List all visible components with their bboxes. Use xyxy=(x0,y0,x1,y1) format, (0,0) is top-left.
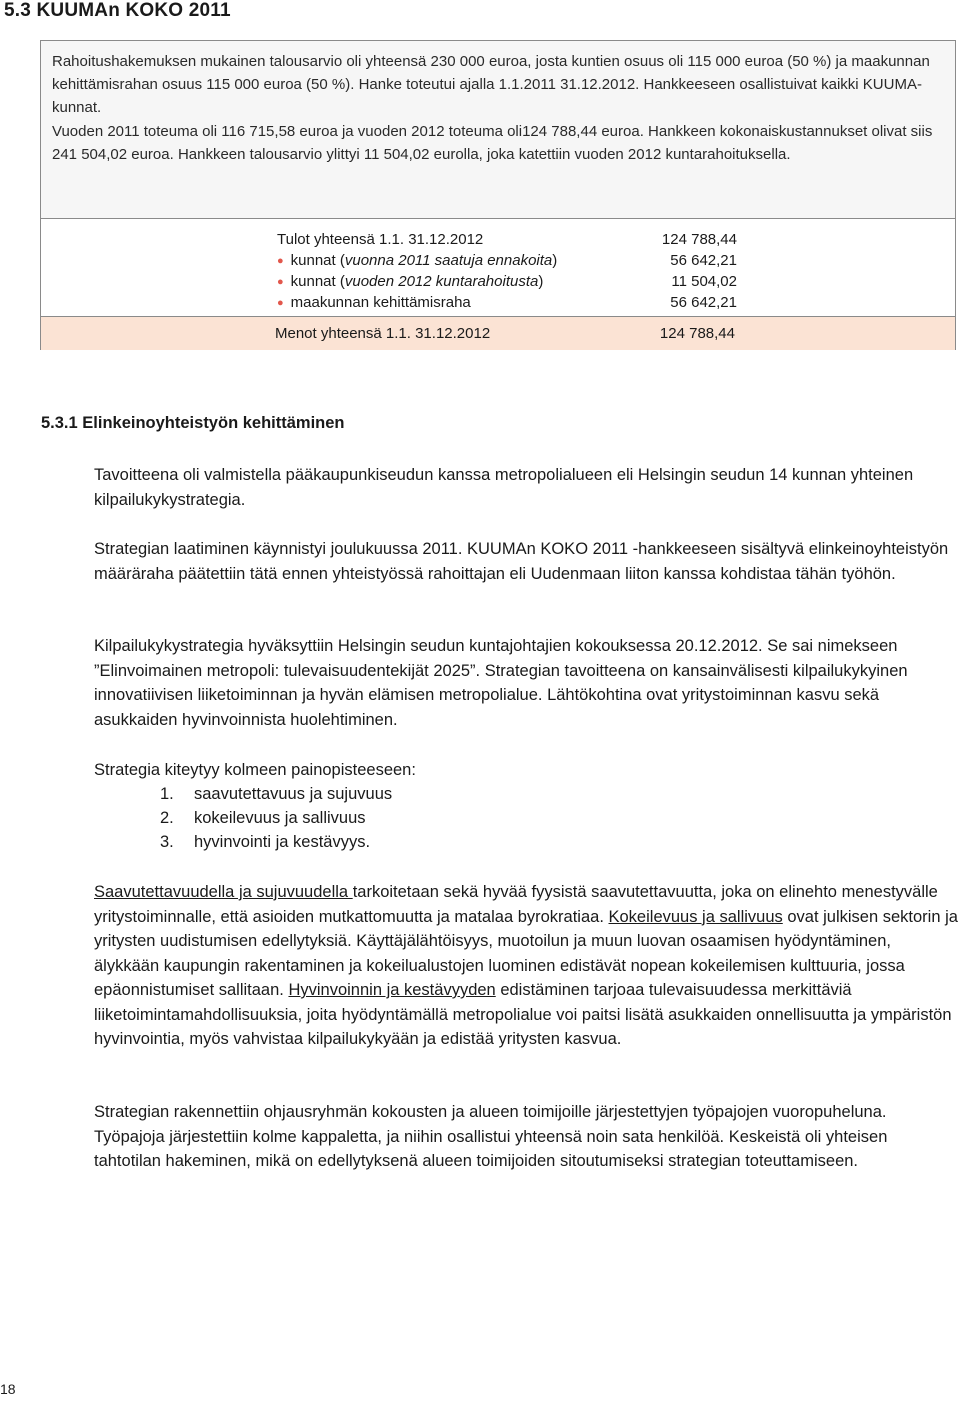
paragraph-2: Strategian laatiminen käynnistyi joulukuussa 2011. KUUMAn KOKO 2011 -hankkeeseen sisältyvä elinkeinoyhteistyön määräraha päätettiin tätä ennen yhteistyössä rahoittajan eli Uudenmaan liiton kanssa kohdistaa tähän työhön. xyxy=(94,540,949,583)
page-number: 18 xyxy=(0,1381,16,1397)
tulot-label: Tulot yhteensä 1.1. 31.12.2012 xyxy=(277,231,484,248)
menot-label: Menot yhteensä 1.1. 31.12.2012 xyxy=(275,325,491,342)
paragraph-6: Strategian rakennettiin ohjausryhmän kokousten ja alueen toimijoille järjestettyjen työpajojen vuoropuheluna. Työpajoja järjestettiin kolme kappaletta, ja niihin osallistui yhteensä noin sata henkilöä. Keskeistä oli yhteisen tahtotilan hakeminen, mikä on edellytyksenä alueen toimijoiden sitoutumiseksi strategian toteuttamiseen. xyxy=(94,1103,888,1170)
income-item-3: ● maakunnan kehittämisraha xyxy=(277,294,471,311)
menot-value: 124 788,44 xyxy=(659,325,735,342)
bullet-icon: ● xyxy=(277,276,284,288)
underlined-term-1: Saavutettavuudella ja sujuvuudella xyxy=(94,883,353,901)
budget-paragraph-2: Vuoden 2011 toteuma oli 116 715,58 euroa ja vuoden 2012 toteuma oli124 788,44 euroa. Hankkeen kokonaiskustannukset olivat siis 241 504,02 euroa. Hankkeen talousarvio ylittyi 11 504,02 eurolla, joka katettiin vuoden 2012 kuntarahoituksella. xyxy=(52,123,933,163)
paragraph-1: Tavoitteena oli valmistella pääkaupunkiseudun kanssa metropolialueen eli Helsingin seudun 14 kunnan yhteinen kilpailukykystrategia. xyxy=(94,466,914,509)
menot-row xyxy=(41,316,955,350)
income-item-3-value: 56 642,21 xyxy=(670,294,737,311)
bullet-icon: ● xyxy=(277,297,284,309)
income-item-2: ● kunnat (vuoden 2012 kuntarahoitusta) xyxy=(277,273,544,290)
underlined-term-3: Hyvinvoinnin ja kestävyyden xyxy=(288,981,496,999)
paragraph-3: Kilpailukykystrategia hyväksyttiin Helsingin seudun kuntajohtajien kokouksessa 20.12.2012. Se sai nimekseen ”Elinvoimainen metropoli: tulevaisuudentekijät 2025”. Strategian tavoitteena on kansainvälisesti kilpailukykyinen innovatiivisen liiketoiminnan ja hyvän elämisen metropolialue. Lähtökohtina ovat yritystoiminnan kasvu sekä asukkaiden hyvinvoinnista huolehtiminen. xyxy=(94,637,908,729)
list-item-1: 1. saavutettavuus ja sujuvuus xyxy=(160,785,393,803)
bullet-icon: ● xyxy=(277,255,284,267)
subsection-heading: 5.3.1 Elinkeinoyhteistyön kehittäminen xyxy=(41,414,345,432)
budget-paragraph-1: Rahoitushakemuksen mukainen talousarvio oli yhteensä 230 000 euroa, josta kuntien osuus oli 115 000 euroa (50 %) ja maakunnan kehittämisrahan osuus 115 000 euroa (50 %). Hanke toteutui ajalla 1.1.2011 31.12.2012. Hankkeeseen osallistuivat kaikki KUUMA-kunnat. xyxy=(52,53,930,116)
budget-summary xyxy=(41,41,955,219)
list-item-2: 2. kokeilevuus ja sallivuus xyxy=(160,809,366,827)
underlined-term-2: Kokeilevuus ja sallivuus xyxy=(608,907,783,926)
income-item-1: ● kunnat (vuonna 2011 saatuja ennakoita) xyxy=(277,252,558,269)
paragraph-4: Strategia kiteytyy kolmeen painopisteeseen: xyxy=(94,761,416,779)
income-item-2-value: 11 504,02 xyxy=(671,273,737,290)
budget-box xyxy=(40,40,956,350)
tulot-value: 124 788,44 xyxy=(661,231,737,248)
income-item-1-value: 56 642,21 xyxy=(670,252,737,269)
list-item-3: 3. hyvinvointi ja kestävyys. xyxy=(160,833,371,851)
section-heading: 5.3 KUUMAn KOKO 2011 xyxy=(4,0,231,21)
paragraph-5: Saavutettavuudella ja sujuvuudella tarkoitetaan sekä hyvää fyysistä saavutettavuutta, joka on elinehto menestyvälle yritystoiminnalle, että asioiden mutkattomuutta ja matalaa byrokratiaa. Kokeilevuus ja sallivuus ovat julkisen sektorin ja yritysten uudistumisen edellytyksiä. Käyttäjälähtöisyys, muotoilun ja muun luovan osaamisen hyödyntäminen, älykkään kaupungin rakentaminen ja kokeilualustojen luominen edistävät nopean kokeilemisen kulttuuria, jossa epäonnistumiset sallitaan. Hyvinvoinnin ja kestävyyden edistäminen tarjoaa tulevaisuudessa merkittäviä liiketoimintamahdollisuuksia, joita hyödyntämällä metropolialue voi paitsi lisätä asukkaiden onnellisuutta ja ympäristön hyvinvointia, myös vahvistaa kilpailukykyään ja edistää yritysten kasvua. xyxy=(94,883,958,1048)
